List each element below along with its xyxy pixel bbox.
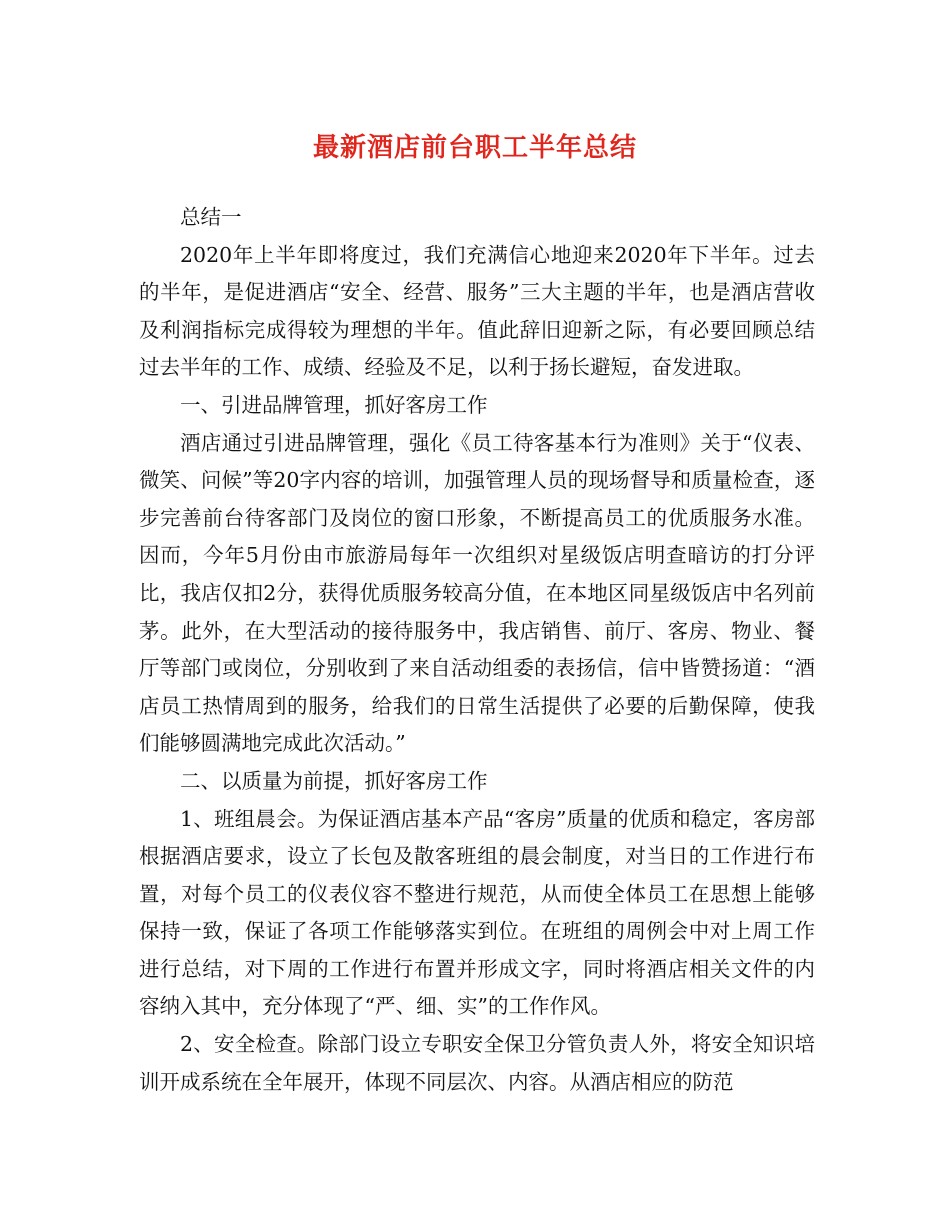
paragraph-item-2: 2、安全检查。除部门设立专职安全保卫分管负责人外，将安全知识培训开成系统在全年展开，体现不同层次、内容。从酒店相应的防范 xyxy=(139,1032,815,1094)
document-title: 最新酒店前台职工半年总结 xyxy=(312,133,637,163)
paragraph-section-1-heading: 一、引进品牌管理，抓好客房工作 xyxy=(180,392,488,417)
paragraph-summary-heading: 总结一 xyxy=(180,205,242,229)
paragraph-section-2-heading: 二、以质量为前提，抓好客房工作 xyxy=(180,768,488,793)
paragraph-intro: 2020年上半年即将度过，我们充满信心地迎来2020年下半年。过去的半年，是促进酒店“安全、经营、服务”三大主题的半年，也是酒店营收及利润指标完成得较为理想的半年。值此辞旧迎新之际，有必要回顾总结过去半年的工作、成绩、经验及不足，以利于扬长避短，奋发进取。 xyxy=(139,242,815,380)
paragraph-item-1: 1、班组晨会。为保证酒店基本产品“客房”质量的优质和稳定，客房部根据酒店要求，设立了长包及散客班组的晨会制度，对当日的工作进行布置，对每个员工的仪表仪容不整进行规范，从而使全体员工在思想上能够保持一致，保证了各项工作能够落实到位。在班组的周例会中对上周工作进行总结，对下周的工作进行布置并形成文字，同时将酒店相关文件的内容纳入其中，充分体现了“严、细、实”的工作作风。 xyxy=(139,806,815,1019)
paragraph-section-1-body: 酒店通过引进品牌管理，强化《员工待客基本行为准则》关于“仪表、微笑、问候”等20字内容的培训，加强管理人员的现场督导和质量检查，逐步完善前台待客部门及岗位的窗口形象，不断提高员工的优质服务水准。因而，今年5月份由市旅游局每年一次组织对星级饭店明查暗访的打分评比，我店仅扣2分，获得优质服务较高分值，在本地区同星级饭店中名列前茅。此外，在大型活动的接待服务中，我店销售、前厅、客房、物业、餐厅等部门或岗位，分别收到了来自活动组委的表扬信，信中皆赞扬道：“酒店员工热情周到的服务，给我们的日常生活提供了必要的后勤保障，使我们能够圆满地完成此次活动。” xyxy=(139,430,815,756)
document-body xyxy=(139,199,815,1101)
